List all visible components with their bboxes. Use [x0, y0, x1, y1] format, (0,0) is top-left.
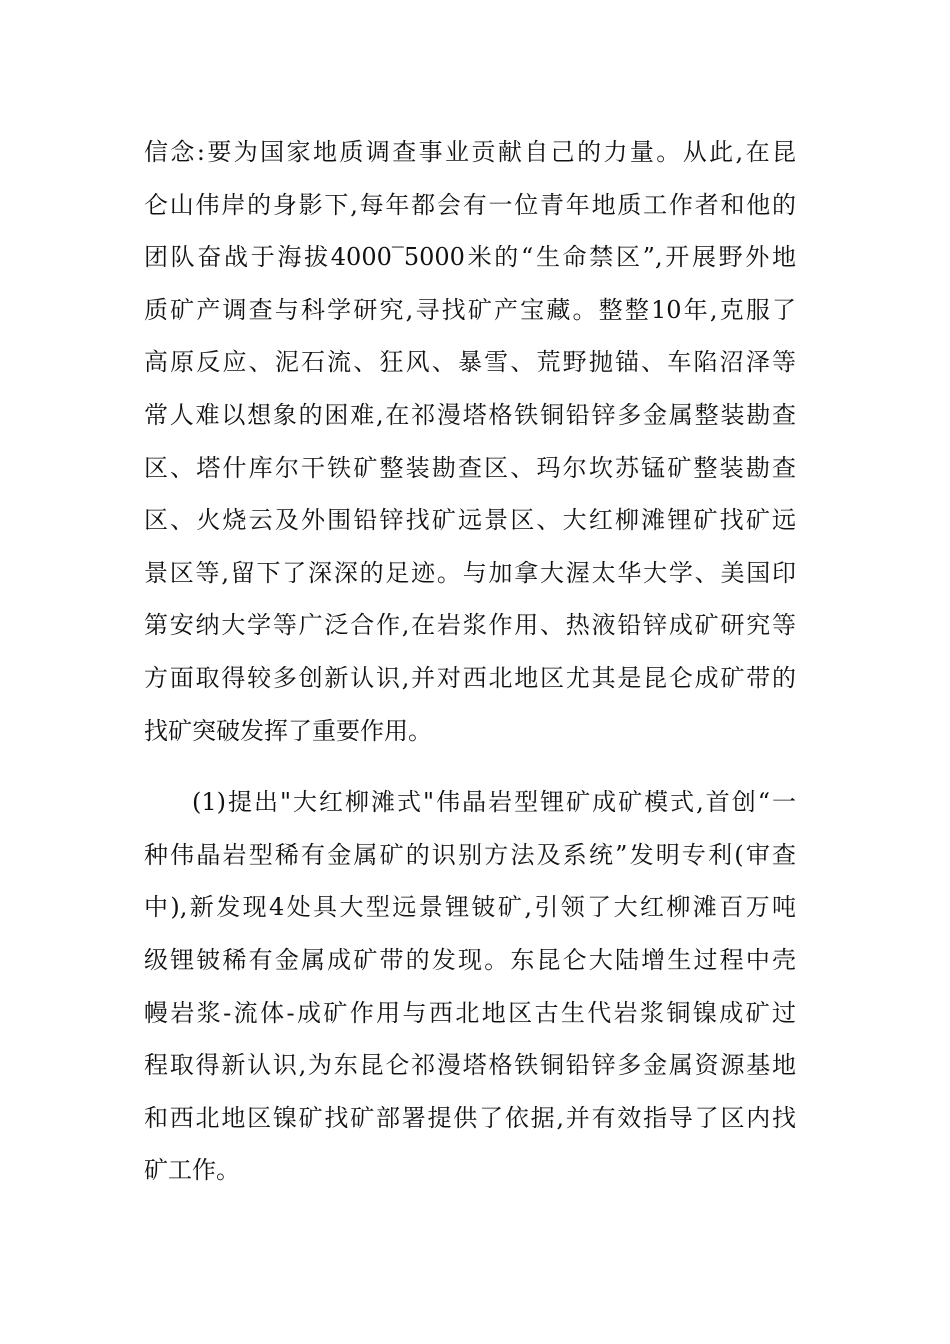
text-line: 幔岩浆-流体-成矿作用与西北地区古生代岩浆铜镍成矿过 — [144, 998, 796, 1027]
text-line: 常人难以想象的困难,在祁漫塔格铁铜铅锌多金属整装勘查 — [144, 400, 796, 429]
text-line: 区、塔什库尔干铁矿整装勘查区、玛尔坎苏锰矿整装勘查 — [144, 453, 796, 482]
text-line: 方面取得较多创新认识,并对西北地区尤其是昆仑成矿带的 — [144, 663, 796, 692]
text-line: 团队奋战于海拔4000‾5000米的“生命禁区”,开展野外地 — [144, 243, 796, 272]
text-line: 第安纳大学等广泛合作,在岩浆作用、热液铅锌成矿研究等 — [144, 611, 796, 640]
paragraph-1 — [144, 126, 796, 757]
text-line: 找矿突破发挥了重要作用。 — [144, 716, 432, 745]
paragraph-2 — [144, 776, 796, 1197]
text-line: 区、火烧云及外围铅锌找矿远景区、大红柳滩锂矿找矿远 — [144, 506, 796, 535]
text-line: 种伟晶岩型稀有金属矿的识别方法及系统”发明专利(审查 — [144, 840, 796, 869]
text-line: 质矿产调查与科学研究,寻找矿产宝藏。整整10年,克服了 — [144, 295, 796, 324]
text-line: 高原反应、泥石流、狂风、暴雪、荒野抛锚、车陷沼泽等 — [144, 348, 796, 377]
text-line: 仑山伟岸的身影下,每年都会有一位青年地质工作者和他的 — [144, 190, 796, 219]
text-line: 景区等,留下了深深的足迹。与加拿大渥太华大学、美国印 — [144, 558, 796, 587]
text-line: 程取得新认识,为东昆仑祁漫塔格铁铜铅锌多金属资源基地 — [144, 1051, 796, 1080]
text-line: (1)提出"大红柳滩式"伟晶岩型锂矿成矿模式,首创“一 — [192, 788, 796, 817]
text-line: 信念:要为国家地质调查事业贡献自己的力量。从此,在昆 — [144, 138, 796, 166]
paragraph-spacer — [144, 757, 796, 776]
document-body — [144, 126, 796, 1197]
text-line: 中),新发现4处具大型远景锂铍矿,引领了大红柳滩百万吨 — [144, 893, 796, 922]
text-line: 矿工作。 — [144, 1156, 240, 1185]
text-line: 和西北地区镍矿找矿部署提供了依据,并有效指导了区内找 — [144, 1103, 796, 1132]
text-line: 级锂铍稀有金属成矿带的发现。东昆仑大陆增生过程中壳 — [144, 945, 796, 974]
